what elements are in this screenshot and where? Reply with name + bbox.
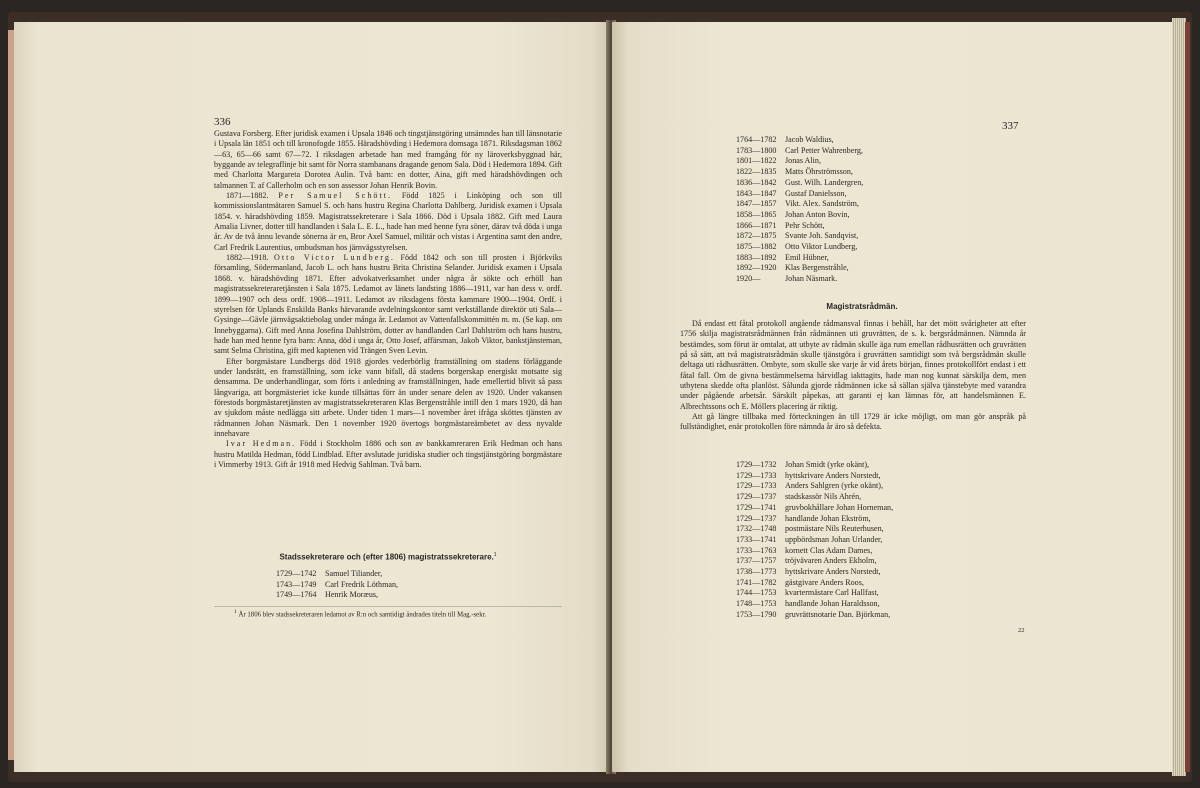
- paragraph-lundberg: 1882—1918. Otto Victor Lundberg. Född 1842 och son till prosten i Björkviks församling, Södermanland, Jacob L. och hans hustru Brita Christina Selander. Juridisk examen i Upsala 1868. v. häradshövding 1871. Efter advokatverksamhet under några år sökte och erhöll han magistratssekreteraretjänsten i Sala 1875. Ledamot av länets landsting 1886—1911, var han dess v. ordf. 1899—1907 och dess ordf. 1908—1911. Ledamot av riksdagens första kammare 1900—1904. Ordf. i styrelsen för Uplands Enskilda Banks härvarande avdelningskontor samt verkställande direktör uti Sala—Gysinge—Gävle järnvägsaktiebolag under många år. Ledamot av Vattenfallskommittén m. m. (Se kap. om Innebyggarna). Gift med Anna Josefina Dahlström, dotter av handlanden Carl Dahlström och hans hustru, hade han med henne fyra barn: Anna, död i unga år, Otto Josef, affärsman, Jakob Viktor, bankstjänsteman, samt Selma Christina, gift med kaptenen vid Trängen Sven Levin.: [214, 253, 562, 356]
- list-item: 1753—1790 gruvrättsnotarie Dan. Björkman,: [736, 609, 891, 619]
- list-item: 1836—1842 Gust. Wilh. Landergren,: [736, 177, 864, 187]
- right-body-text: [680, 319, 1026, 433]
- list-item: 1801—1822 Jonas Alin,: [736, 156, 821, 166]
- paragraph-forteckningen: Att gå längre tillbaka med förteckningen än till 1729 är icke möjligt, om man gör anspråk på fullständighet, enär protokollen före nämnda år äro så defekta.: [680, 412, 1026, 432]
- heading-stadssekreterare: Stadssekreterare och (efter 1806) magistratssekreterare.$^1$: [279, 552, 497, 562]
- list-item: 1892—1920 Klas Bergenstråhle,: [736, 263, 849, 273]
- left-page: [14, 22, 610, 772]
- list-item: 1883—1892 Emil Hübner,: [736, 252, 829, 262]
- name-lundberg: Otto Victor Lundberg.: [274, 253, 395, 263]
- list-item: 1743—1749 Carl Fredrik Löthman,: [276, 579, 399, 589]
- list-item: 1866—1871 Pehr Schött,: [736, 220, 825, 230]
- printer-signature: 22: [1018, 627, 1025, 634]
- list-item: 1875—1882 Otto Viktor Lundberg,: [736, 242, 858, 252]
- book-cover-edge: [1185, 22, 1190, 772]
- list-item: 1729—1737 handlande Johan Ekström,: [736, 513, 871, 523]
- list-item: 1729—1733 hyttskrivare Anders Norstedt,: [736, 470, 881, 480]
- left-body-text: [214, 129, 562, 470]
- footnote: $^1$ År 1806 blev stadssekreteraren ledamot av R:n och samtidigt ändrades titeln till Mag.-sekr.: [234, 609, 487, 619]
- list-item: 1748—1753 handlande Johan Haraldsson,: [736, 599, 880, 609]
- list-item: 1729—1733 Anders Sahlgren (yrke okänt),: [736, 481, 883, 491]
- heading-magistratsradman: Magistratsrådmän.: [826, 302, 898, 311]
- list-item: 1872—1875 Svante Joh. Sandqvist,: [736, 231, 859, 241]
- paragraph-hedman: Ivar Hedman. Född i Stockholm 1886 och son av bankkamreraren Erik Hedman och hans hustru Matilda Hedman, född Lindblad. Efter avslutade juridiska studier och tingstjänstgöring borgmästare i Vimmerby 1913. Gift år 1918 med Hedvig Sahlman. Två barn.: [214, 439, 562, 469]
- list-item: 1847—1857 Vikt. Alex. Sandström,: [736, 199, 859, 209]
- paragraph-schott: 1871—1882. Per Samuel Schött. Född 1825 i Linköping och son till kommissionslantmätaren Samuel S. och hans hustru Regina Charlotta Dahlberg. Juridisk examen i Upsala 1854. v. häradshövding 1859. Magistratssekreterare i Sala 1866. Död i Upsala 1882. Gift med Laura Amalia Livner, dotter till handlanden i Sala L. E. L., hade han med henne fyra söner, därav två döda i unga år. Av de två ännu levande sönerna är en, Bror Axel Samuel, militär och vistas i Argentina samt den andre, Carl Fredrik Laurentius, ombudsman hos järnvägsstyrelsen.: [214, 191, 562, 252]
- list-item: 1729—1742 Samuel Tiliander,: [276, 569, 383, 578]
- list-item: 1737—1757 tröjvävaren Anders Ekholm,: [736, 556, 877, 566]
- book-spread: [8, 12, 1192, 782]
- list-item: 1733—1741 uppbördsman Johan Urlander,: [736, 534, 883, 544]
- list-item: 1738—1773 hyttskrivare Anders Norstedt,: [736, 567, 881, 577]
- list-item: 1733—1763 kornett Clas Adam Dames,: [736, 545, 873, 555]
- name-hedman: Ivar Hedman.: [226, 439, 297, 449]
- list-item: 1843—1847 Gustaf Danielsson,: [736, 188, 847, 198]
- list-item: 1729—1741 gruvbokhållare Johan Horneman,: [736, 502, 894, 512]
- list-item: 1732—1748 postmästare Nils Reuterhusen,: [736, 524, 884, 534]
- right-page: [612, 22, 1172, 772]
- paragraph-borgmastare: Efter borgmästare Lundbergs död 1918 gjordes vederbörlig framställning om stadens förläggande under landsrätt, en framställning, som icke vann bifall, då stadens borgerskap energiskt motsatte sig densamma. De underhandlingar, som förts i anledning av framställningen, hade emellertid blivit så pass långvariga, att borgmästeriet icke kunde tillsättas förr än under senare delen av 1920. Under vakansen förestods borgmästaretjänsten av magistratssekreteraren Klas Bergenstråhle intill den 1 mars 1920, då han av sjukdom måste nedlägga sitt arbete. Under tiden 1 mars—1 november året ifråga sköttes tjänsten av rådmannen Johan Näsmark. Den 1 november 1920 övertogs borgmästareämbetet av dess nyvalde innehavare: [214, 356, 562, 438]
- list-item: 1783—1800 Carl Petter Wahrenberg,: [736, 145, 863, 155]
- list-item: 1729—1732 Johan Smidt (yrke okänt),: [736, 460, 870, 469]
- right-secretary-list: [736, 135, 863, 285]
- list-item: 1744—1753 kvartermästare Carl Hallfast,: [736, 588, 879, 598]
- list-item: 1741—1782 gästgivare Anders Roos,: [736, 577, 864, 587]
- list-item: 1729—1737 stadskassör Nils Ahrén,: [736, 492, 862, 502]
- list-item: 1764—1782 Jacob Waldius,: [736, 135, 834, 144]
- paragraph-bovin: Gustava Forsberg. Efter juridisk examen i Upsala 1846 och tingstjänstgöring utnämndes han till länsnotarie i Upsala län 1851 och till kronofogde 1855. Häradshövding i Hedemora domsaga 1871. Riksdagsman 1862—63, 65—66 samt 67—72. I riksdagen arbetade han med framgång för ny läroverksbyggnad här, byggande av telegraflinje bit samt för Norra stambanans dragande genom Sala. Död i Hedemora 1894. Gift med Charlotta Margareta Dorotea Aulin. Två barn: en dotter, Aina, gift med häradshövdingen och talmannen T. af Callerholm och en son assessor Johan Henrik Bovin.: [214, 129, 562, 190]
- name-schott: Per Samuel Schött.: [278, 191, 392, 201]
- footnote-rule: [214, 606, 562, 607]
- radman-list: [736, 460, 893, 621]
- left-secretary-list: [276, 569, 398, 601]
- right-page-edges: [1172, 18, 1186, 776]
- page-number-right: 337: [1002, 120, 1019, 132]
- page-number-left: 336: [214, 116, 231, 128]
- list-item: 1920— Johan Näsmark.: [736, 274, 838, 284]
- list-item: 1858—1865 Johan Anton Bovin,: [736, 209, 850, 219]
- list-item: 1749—1764 Henrik Moræus,: [276, 590, 379, 600]
- list-item: 1822—1835 Matts Öhrströmsson,: [736, 167, 853, 177]
- paragraph-radmansval: Då endast ett fåtal protokoll angående rådmansval finnas i behåll, har det mött svårigheter att efter 1756 skilja magistratsrådmännen från rådmännen uti gruvrätten, de s. k. bergsrådmännen. Nämnda år bestämdes, som förut är omtalat, att utbyte av rådmän skulle äga rum emellan rådhusrätten och gruvrätten på så sätt, att två magistratsrådmän skulle tjänstgöra i gruvrätten samtidigt som två bergsrådmän skulle deltaga uti rådhusrätten. Ombyte, som skulle ske varje år vid årets början, finnes protokollfört endast i ett fåtal fall. Om de givna bestämmelserna härvidlag iakttagits, hade man nog kunnat särskilja dem, men utbytena skedde ofta planlöst. Sålunda gjorde rådmännen icke så sällan själva tjänstebyte med varandra under pågående arbetsår. Särskilt påpekas, att garanti ej kan lämnas för, att handelsmännen E. Albrechtssons och E. Möllers placering är riktig.: [680, 319, 1026, 411]
